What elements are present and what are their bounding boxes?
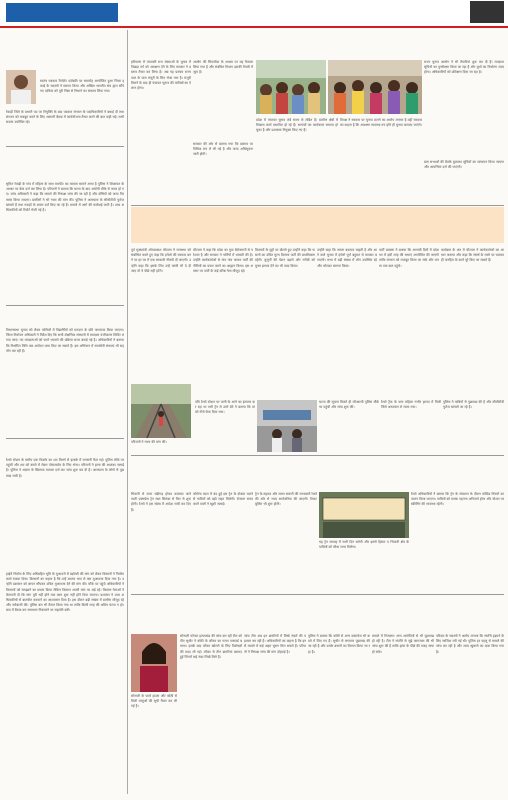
rally-photo-icon [328,60,422,114]
railway-track-icon [131,384,191,438]
train-board-photo [319,492,409,538]
portrait-photo [6,70,36,104]
chautala-headline-box [131,207,504,243]
chautala-body-1: पूर्व मुख्यमंत्री ओमप्रकाश चौटाला ने जनसभा को संबोधित करते हुए कहा कि इनेलो की सरकार बनने पर हर घर में एक सरकारी नौकरी दी जाएगी। उन्होंने कहा कि इसके लिए उन्हें फांसी भी दे दी जाए तो वे पीछे नहीं हटेंगे। [131,248,191,273]
chautala-body-2: चौटाला ने कहा कि प्रदेश का युवा बेरोजगारी से परेशान है और सरकार ने भर्तियों में धांधली की है। उन्होंने कार्यकर्ताओं से गांव गांव जाकर पार्टी की नीतियों का प्रचार करने का आह्वान किया। इस अवसर पर पार्टी के कई वरिष्ठ नेता मौजूद रहे। [193,248,253,273]
sudhir-body-2: जांच टीम अब इन डायरियों में लिखे नंबरों की पड़ताल कर रही है। अधिकारियों का कहना है कि इनसे मामले में कई अहम सुराग मिल सकते हैं। परिजनों ने निष्पक्ष जांच की मांग दोहराई है। [244,634,306,654]
page-number [470,1,504,23]
chautala-body-3: किसानों के मुद्दों पर बोलते हुए उन्होंने कहा कि फसलों का उचित मूल्य दिलाना पार्टी की प्राथमिकता रहेगी। बुजुर्गों की पेंशन बढ़ाने और गरीबों को मुफ्त इलाज देने का भी वादा किया। [255,248,315,268]
chautala-body-4: उन्होंने कहा कि जनता बदलाव चाहती है और आने वाले चुनाव में इनेलो पूर्ण बहुमत से सरकार बनाएगी। सभा में बड़ी संख्या में लोग उपस्थित रहे और जोरदार स्वागत किया। [317,248,377,268]
woman-photo [131,634,177,692]
sudhir-body-1: सोनाली फोगाट हत्याकांड की जांच कर रही टीम को पीए सुधीर ने कोठी के लॉकर का गलत पासवर्ड बताया। इसके बाद लॉकर खोलने के लिए विशेषज्ञों की मदद ली गई। लॉकर से तीन डायरियां बरामद हुई जिनमें कई नंबर लिखे मिले हैं। [180,634,242,659]
divider [131,205,504,206]
salim-body: स्वतंत्र पत्रकार रिपोर्टर पदोन्नति पर समारोह आयोजित हुआ जिला इकाई के सदस्यों ने स्वागत किया और अखिल भारतीय संघ द्वारा सौंपे गए दायित्व को पूरी निष्ठा से निभाने का संकल्प लिया गया। [40,79,124,94]
newspaper-logo [6,3,118,22]
harsh-body: रेलवे स्टेशन के समीप एक किशोर का शव मिलने से इलाके में सनसनी फैल गई। पुलिस मौके पर पहुंची और शव को कब्जे में लेकर पोस्टमार्टम के लिए भेजा। परिजनों ने हत्या की आशंका जताई है। पुलिस ने अज्ञात के खिलाफ मामला दर्ज कर जांच शुरू कर दी है। आसपास के लोगों से पूछताछ जारी है। [6,458,124,478]
station-photo-icon [257,400,317,452]
divider [6,438,124,439]
column-divider [127,30,128,794]
left-small-body: विधानसभा चुनाव को लेकर कॉलेजों में विद्यार्थियों को मतदान के प्रति जागरूक किया जाएगा। जिला निर्वाचन अधिकारी ने निर्देश दिए कि सभी शैक्षणिक संस्थानों में मतदाता पंजीकरण शिविर लगाए जाएं। नए मतदाताओं को फार्म भरवाने की प्रक्रिया सरल बनाई गई है। अधिकारियों ने बताया कि निर्धारित तिथि तक आवेदन जमा किए जा सकते हैं। इस अभियान में स्वयंसेवी संस्थाएं भी सहयोग कर रही हैं। [6,328,124,353]
women-body: सुमित रेवाड़ी के गांव में महिला के साथ मारपीट का मामला सामने आया है पुलिस ने शिकायत के आधार पर केस दर्ज कर लिया है। परिजनों ने बताया कि घटना के बाद आरोपी मौके से फरार हो गए। जांच अधिकारी ने कहा कि मामले की निष्पक्ष जांच की जा रही है और दोषियों को जल्द गिरफ्तार किया जाएगा। ग्रामीणों ने भी न्याय की मांग की। पुलिस ने आसपास के सीसीटीवी फुटेज खंगाले हैं तथा गवाहों के बयान दर्ज किए जा रहे हैं। मामले में आगे की कार्रवाई जारी है। उच्च अधिकारियों को रिपोर्ट भेजी गई है। [6,182,124,213]
panchayat-body-7: ग्राम सभाओं की बैठकें बुलाकर सूचियों का सत्यापन किया जाएगा और आपत्तियां दर्ज की जाएंगी। [424,160,504,170]
railway-body-2: घटना की सूचना मिलते ही जीआरपी पुलिस मौके पर पहुंची और जांच शुरू की। [319,400,379,410]
bhiwani-body-4: यह ट्रेन सप्ताह में सभी दिन चलेगी और इससे हिसार व भिवानी क्षेत्र के यात्रियों को सीधा लाभ मिलेगा। [319,540,409,550]
railway-body-5: परिजनों ने न्याय की मांग की। [131,440,167,444]
bhiwani-body-3: ट्रेन के ठहराव और समय सारणी की जानकारी रेलवे की ओर से जल्द सार्वजनिक की जाएगी। टिकट बुकिंग भी शुरू होगी। [255,492,317,507]
person-portrait-icon [6,70,36,104]
panchayat-body-2: आयोग की सिफारिश के आधार पर यह फैसला लिया गया है और संबंधित विभाग इसकी तैयारी में जुटा है। [193,60,253,75]
panchayat-body-5: विपक्ष ने सरकार पर चुनाव टालने का आरोप लगाया है वहीं सरकार का कहना है कि आरक्षण व्यवस्था तय होते ही चुनाव करवाए जाएंगे। [340,118,422,128]
rally-photo [328,60,422,114]
railway-track-photo [131,384,191,438]
divider [131,455,504,456]
panchayat-body-3: सरकार की ओर से बताया गया कि प्रस्ताव पर विधिक राय ले ली गई है और जल्द अधिसूचना जारी होगी। [193,142,253,157]
station-photo [257,400,317,452]
panchayat-body-1: हरियाणा में पंचायती राज संस्थाओं के चुनाव में पिछड़ा वर्ग को आरक्षण देने के लिए सरकार ने प्रस्ताव तैयार कर लिया है। अब यह प्रस्ताव राज्यपाल के पास मंजूरी के लिए भेजा गया है। मंजूरी मिलने के बाद ही पंचायत चुनाव की तारीखों का ऐलान होगा। [131,60,191,91]
bhiwani-body-1: भिवानी से वाया चंडीगढ़ होकर कालका जाने वाली एक्सप्रेस ट्रेन सात सितंबर से फिर से शुरू होगी। रेलवे ने इस संबंध में आदेश जारी कर दिए हैं। [131,492,191,512]
crowd-photo-icon [256,60,326,114]
sudhir-body-6: सोनाली के फार्म हाउस और कोठी से मिली वस्तुओं की सूची तैयार कर ली गई है। [131,694,177,709]
train-board-icon [319,492,409,538]
panchayat-body-4: प्रदेश में पंचायत चुनाव लंबे समय से लंबित हैं। ग्रामीण क्षेत्रों में विकास कार्य प्रभावित हो रहे हैं। सरपंचों का कार्यकाल समाप्त हो चुका है और प्रशासक नियुक्त किए गए हैं। [256,118,338,133]
railway-body-3: रेलवे ट्रैक के पास महिला गंभीर हालत में मिली जिसे अस्पताल ले जाया गया। [381,400,441,410]
bhiwani-body-5: रेलवे अधिकारियों ने बताया कि ट्रेन के संचालन के दौरान कोविड नियमों का पालन किया जाएगा। यात्रियों को मास्क पहनना अनिवार्य होगा और स्टेशन पर स्क्रीनिंग की व्यवस्था रहेगी। [411,492,504,507]
railway-body-1: पति रेलवे स्टेशन पर पत्नी के आने का इंतजार कर रहा था तभी ट्रेन से उतरे बेटे ने बताया कि मां को नीचे फेंक दिया गया। [195,400,255,415]
divider [6,305,124,306]
chautala-body-6: कार्यक्रम के अंत में चौटाला ने कार्यकर्ताओं का आभार जताया और कहा कि संघर्ष के रास्ते पर चलकर ही जनहित के कार्य पूरे किए जा सकते हैं। [441,248,504,263]
sudhir-body-5: परिवार के सदस्यों ने आरोप लगाया कि संपत्ति हड़पने के लिए साजिश रची गई थी। पुलिस हर पहलू से मामले की जांच कर रही है और जल्द खुलासे का दावा किया गया है। [436,634,504,654]
bhiwani-body-2: कोरोना काल में बंद हुई इस ट्रेन के दोबारा चलने से यात्रियों को बड़ी राहत मिलेगी। रोजाना सफर करने वालों ने खुशी जताई। [193,492,253,507]
kisan-headline [6,552,124,570]
kisan-body: हाईवे निर्माण के लिए अधिग्रहित भूमि के मुआवजे में बढ़ोतरी की मांग को लेकर किसानों ने निर्माण कार्य रुकवा दिया। किसानों का कहना है कि उन्हें बाजार भाव से कम मुआवजा दिया गया है। उन्होंने प्रशासन को ज्ञापन सौंपकर उचित मुआवजा देने की मांग की। मौके पर पहुंचे अधिकारियों ने किसानों को समझाने का प्रयास किया लेकिन किसान अपनी मांग पर अड़े रहे। किसान नेताओं ने चेतावनी दी कि मांग पूरी नहीं होने तक काम शुरू नहीं होने दिया जाएगा। प्रशासन ने उच्च अधिकारियों से बातचीत करवाने का आश्वासन दिया है। इस दौरान बड़ी संख्या में ग्रामीण मौजूद रहे और नारेबाजी की। पुलिस बल भी तैनात किया गया था ताकि किसी तरह की अप्रिय घटना न हो। बाद में बैठक कर समाधान निकालने पर सहमति बनी। [6,572,124,613]
divider [6,146,124,147]
railway-body-4: पुलिस ने यात्रियों से पूछताछ की है और सीसीटीवी फुटेज खंगाले जा रहे हैं। [443,400,504,410]
sudhir-body-4: मामले में गिरफ्तार अन्य आरोपियों से भी पूछताछ हो रही है। टीम ने संपत्ति से जुड़े कागजात की भी जांच शुरू की है ताकि हत्या के पीछे की वजह साफ हो सके। [372,634,434,654]
divider [131,594,504,595]
sudhir-body-3: पुलिस ने बताया कि कोठी से अन्य दस्तावेज भी कब्जे में लिए गए हैं। सुधीर से लगातार पूछताछ की जा रही है और उसके बयानों का मिलान किया जा रहा है। [308,634,370,654]
crowd-photo [256,60,326,114]
salim-body-2: रेवाड़ी जिले के प्रभारी पद पर नियुक्ति के बाद पत्रकार संगठन के पदाधिकारियों ने बधाई दी तथा संगठन को मजबूत करने के लिए आगामी बैठक में कार्ययोजना तैयार करने की बात कही गई। सभी सदस्य उपस्थित रहे। [6,110,124,125]
woman-photo-icon [131,634,177,692]
panchayat-body-6: राज्य चुनाव आयोग ने भी तैयारियां शुरू कर दी हैं। मतदाता सूचियों का पुनरीक्षण किया जा रहा है और बूथों का निर्धारण जल्द होगा। अधिकारियों को प्रशिक्षण दिया जा रहा है। [424,60,504,75]
chautala-body-5: पार्टी प्रवक्ता ने बताया कि आगामी दिनों में प्रदेशभर में इसी तरह की सभाएं आयोजित की जाएंगी ताकि संगठन को मजबूत किया जा सके और जनता तक बात पहुंचे। [379,248,439,268]
